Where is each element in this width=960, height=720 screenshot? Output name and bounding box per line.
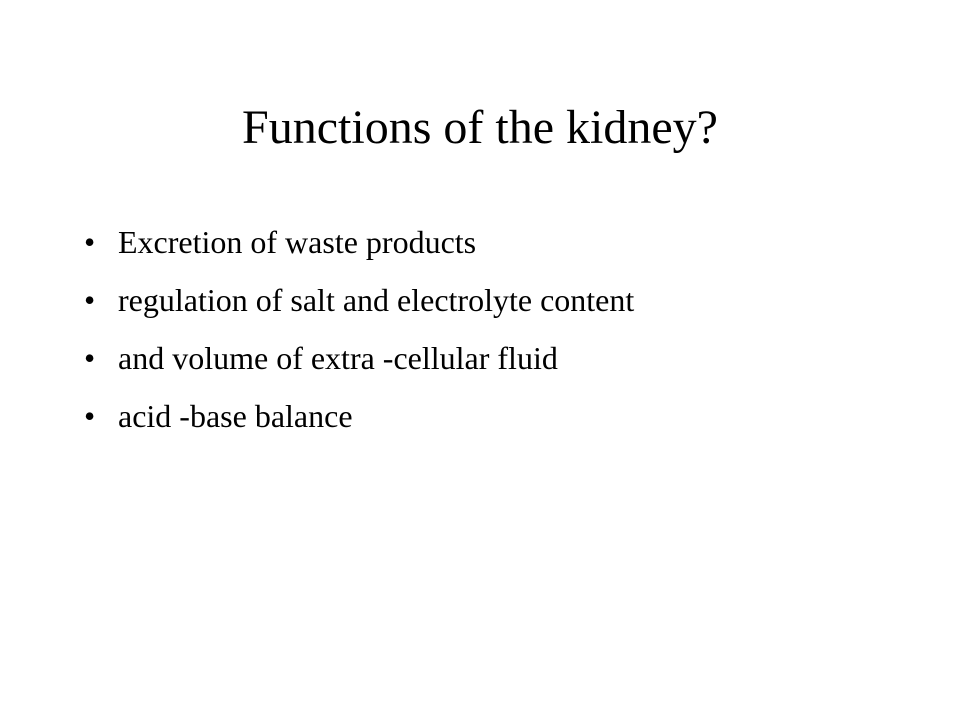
bullet-item-excretion (84, 218, 924, 276)
slide-title: Functions of the kidney? (242, 101, 718, 154)
bullet-text: acid -base balance (118, 398, 353, 434)
bullet-text: regulation of salt and electrolyte content (118, 282, 635, 318)
bullet-marker: • (84, 340, 96, 376)
bullet-item-acid-base (84, 392, 924, 450)
bullet-list (84, 218, 924, 450)
bullet-marker: • (84, 282, 96, 318)
bullet-item-salt-regulation (84, 276, 924, 334)
bullet-marker: • (84, 224, 96, 260)
bullet-text: Excretion of waste products (118, 224, 477, 260)
bullet-item-fluid-volume (84, 334, 924, 392)
bullet-marker: • (84, 398, 96, 434)
bullet-text: and volume of extra -cellular fluid (118, 340, 558, 376)
